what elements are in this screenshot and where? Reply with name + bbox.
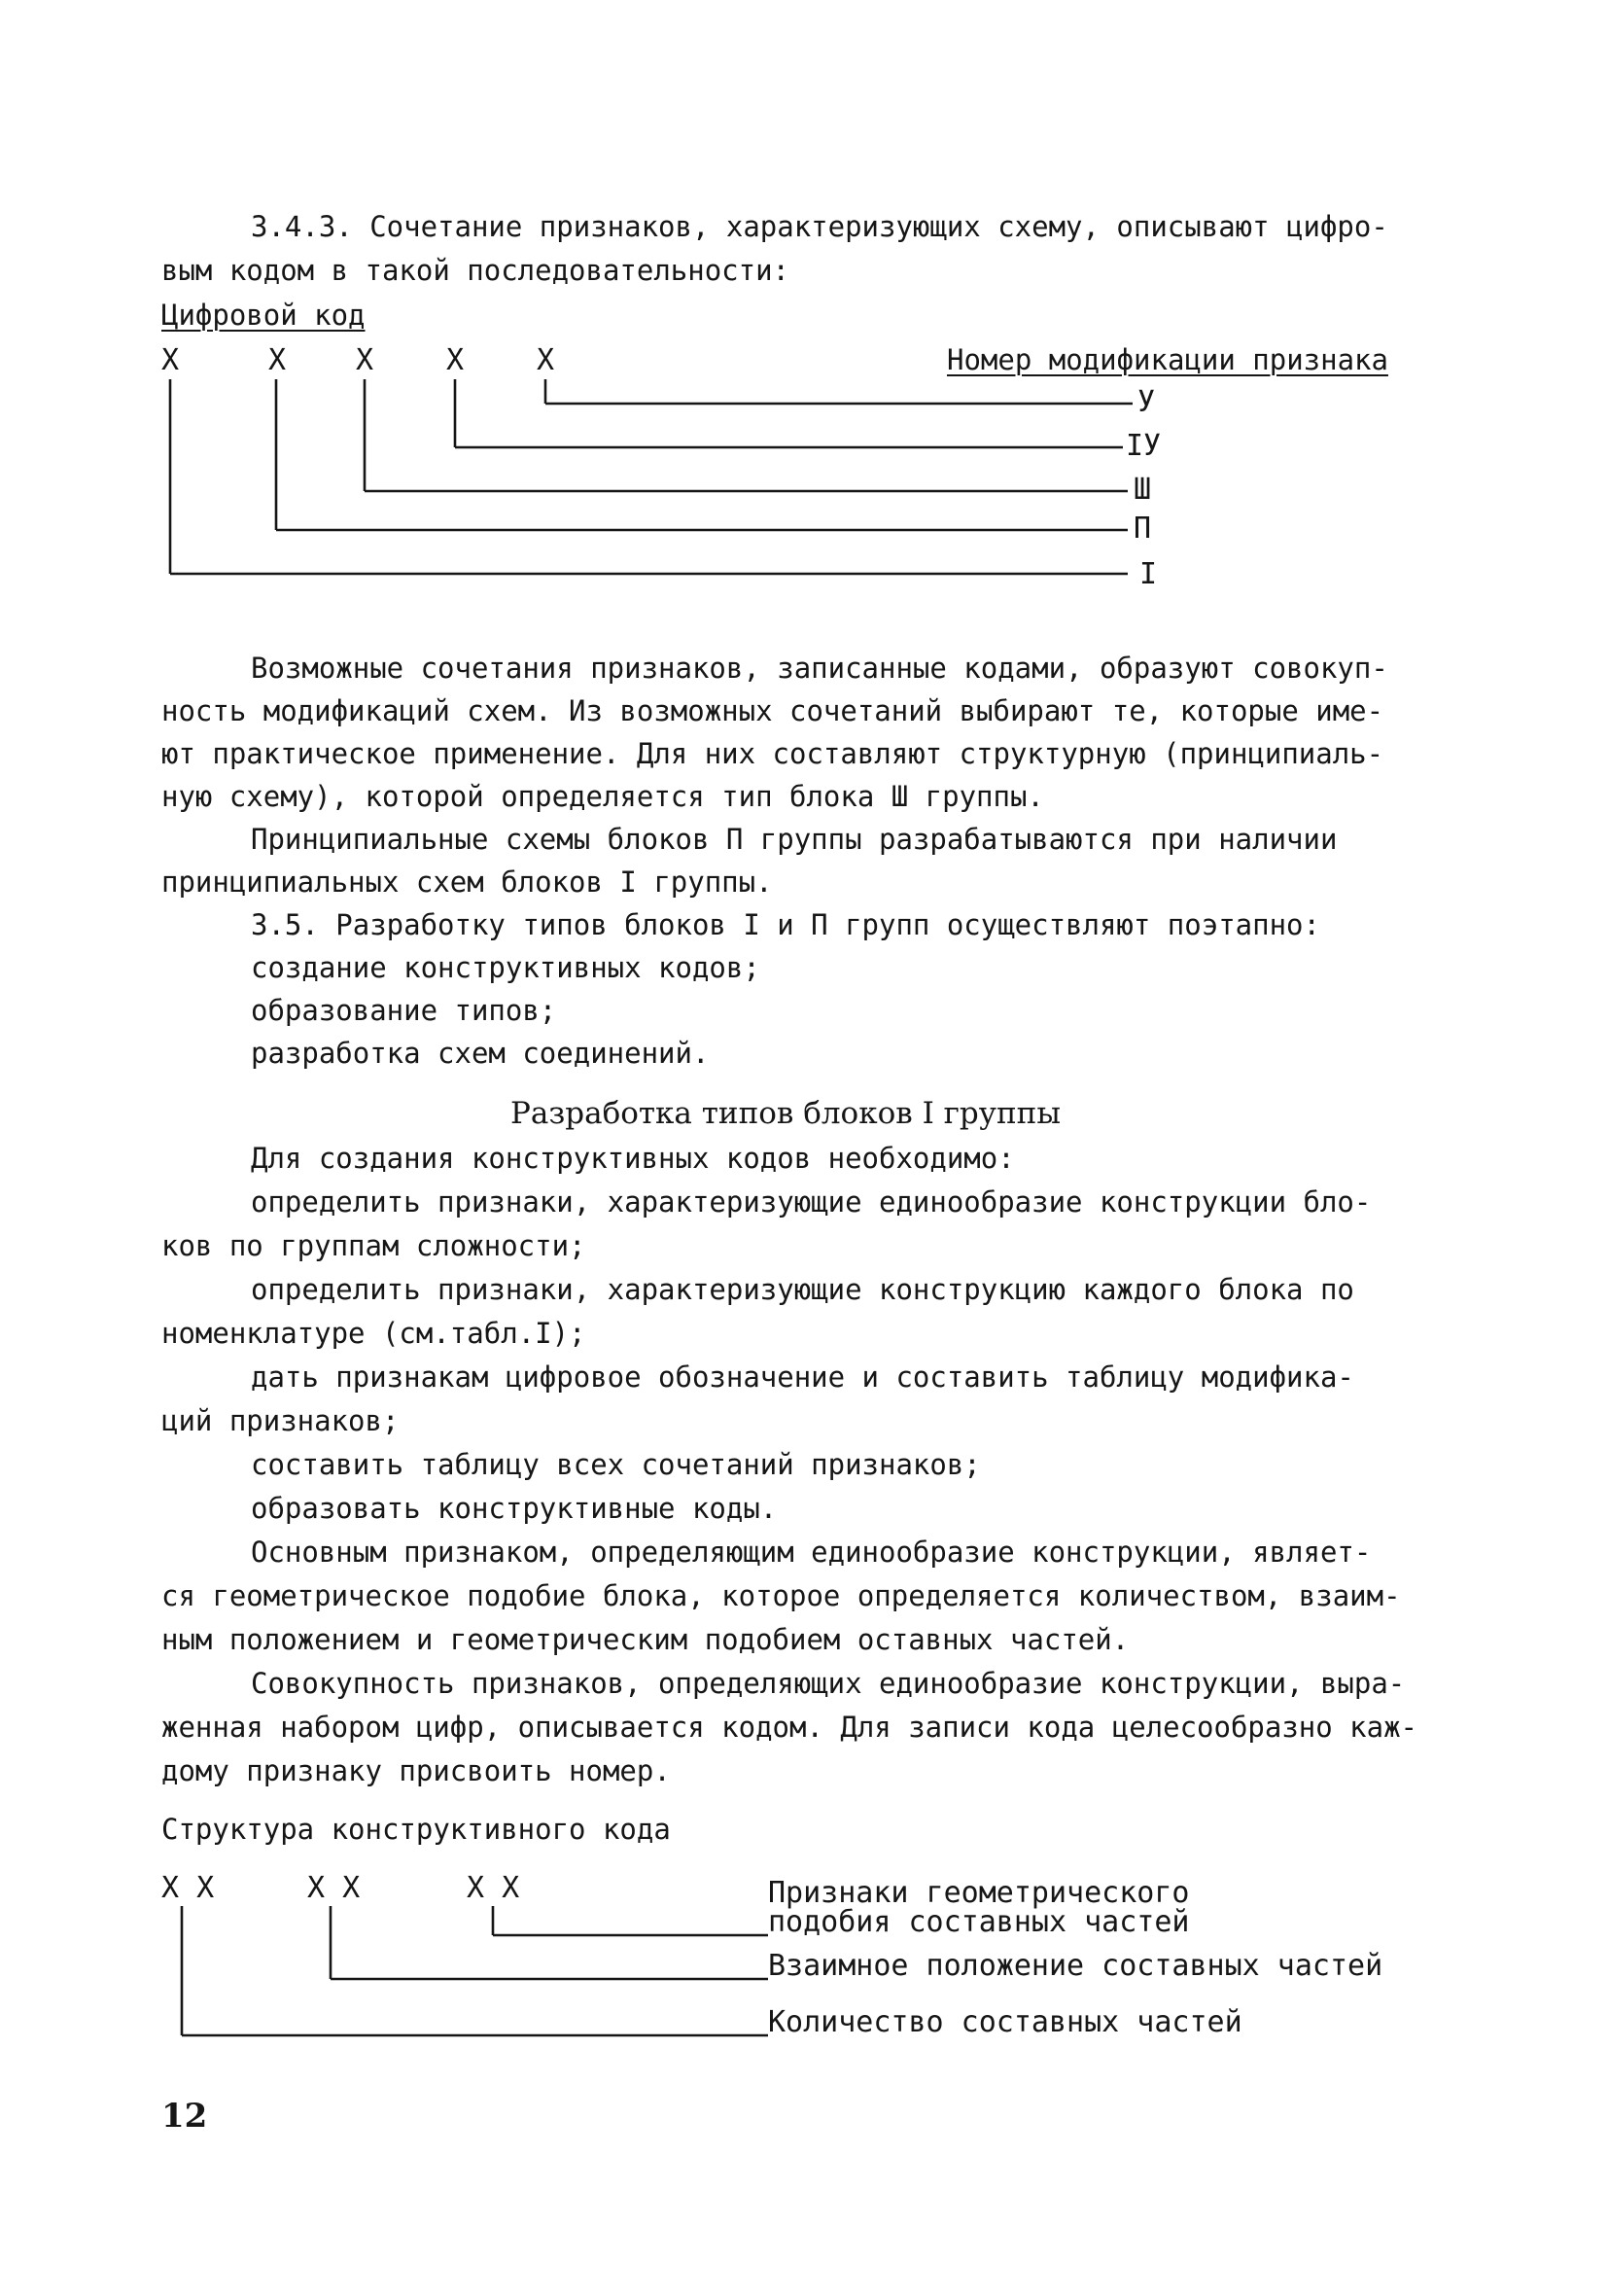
diagram1-symbol-5: X (537, 343, 555, 377)
diagram2-symbol-group-2: X X (307, 1871, 361, 1905)
section-35-line: 3.5. Разработку типов блоков I и П групп осуществляют поэтапно: (251, 908, 1320, 941)
diagram2-symbol-group-3: X X (467, 1871, 520, 1905)
diagram1-symbol-3: X (356, 343, 374, 377)
paragraph-line: ся геометрическое подобие блока, которое определяется количеством, взаим- (161, 1579, 1401, 1612)
paragraph-line: Основным признаком, определяющим единообразие конструкции, являет- (251, 1536, 1372, 1569)
diagram1-label-3: Ш (1134, 473, 1152, 507)
list-item: определить признаки, характеризующие конструкцию каждого блока по (251, 1273, 1354, 1306)
diagram2-heading: Структура конструктивного кода (161, 1813, 671, 1846)
list-item: составить таблицу всех сочетаний признаков; (251, 1448, 981, 1481)
list-item: образовать конструктивные коды. (251, 1492, 778, 1525)
diagram1-label-1: У (1137, 385, 1156, 419)
diagram2-label-top-line2: подобия составных частей (768, 1905, 1190, 1939)
list-item: номенклатуре (см.табл.I); (161, 1317, 586, 1350)
paragraph-line: принципиальных схем блоков I группы. (161, 865, 773, 899)
diagram2-label-middle: Взаимное положение составных частей (768, 1949, 1383, 1983)
list-item: ций признаков; (161, 1404, 400, 1437)
subheading: Разработка типов блоков I группы (510, 1096, 1061, 1131)
diagram2-symbol-group-1: X X (161, 1871, 215, 1905)
diagram2-label-top-line1: Признаки геометрического (768, 1876, 1190, 1910)
list-item: создание конструктивных кодов; (251, 951, 760, 984)
diagram1-label-2: IУ (1126, 429, 1162, 463)
paragraph-line: ют практическое применение. Для них составляют структурную (принципиаль- (161, 737, 1384, 770)
paragraph-line: женная набором цифр, описывается кодом. Для записи кода целесообразно каж- (161, 1711, 1418, 1744)
list-item: ков по группам сложности; (161, 1229, 586, 1262)
diagram1-symbol-4: X (446, 343, 465, 377)
list-item: определить признаки, характеризующие единообразие конструкции бло- (251, 1185, 1372, 1219)
list-item: образование типов; (251, 994, 557, 1027)
paragraph-line: ным положением и геометрическим подобием оставных частей. (161, 1623, 1130, 1656)
diagram1-label-5: I (1139, 557, 1158, 591)
diagram1-heading: Цифровой код (161, 299, 366, 332)
page-number: 12 (161, 2097, 208, 2136)
paragraph-line: ную схему), которой определяется тип блока Ш группы. (161, 780, 1044, 813)
paragraph-line: дому признаку присвоить номер. (161, 1754, 671, 1787)
paragraph-line: Совокупность признаков, определяющих единообразие конструкции, выра- (251, 1667, 1406, 1700)
paragraph-line: Для создания конструктивных кодов необходимо: (251, 1142, 1015, 1175)
diagram1-caption: Номер модификации признака (947, 343, 1388, 376)
paragraph-line: ность модификаций схем. Из возможных сочетаний выбирают те, которые име- (161, 694, 1384, 727)
diagram2-label-bottom: Количество составных частей (768, 2005, 1242, 2039)
diagram1-label-4: П (1134, 512, 1152, 546)
diagram1-symbol-2: X (268, 343, 287, 377)
section-343-line1: 3.4.3. Сочетание признаков, характеризующих схему, описывают цифро- (251, 210, 1388, 243)
list-item: разработка схем соединений. (251, 1037, 710, 1070)
section-343-line2: вым кодом в такой последовательности: (161, 254, 790, 287)
diagram1-symbol-1: X (161, 343, 180, 377)
paragraph-line: Возможные сочетания признаков, записанные кодами, образуют совокуп- (251, 652, 1388, 685)
list-item: дать признакам цифровое обозначение и составить таблицу модифика- (251, 1360, 1354, 1394)
paragraph-line: Принципиальные схемы блоков П группы разрабатываются при наличии (251, 823, 1338, 856)
